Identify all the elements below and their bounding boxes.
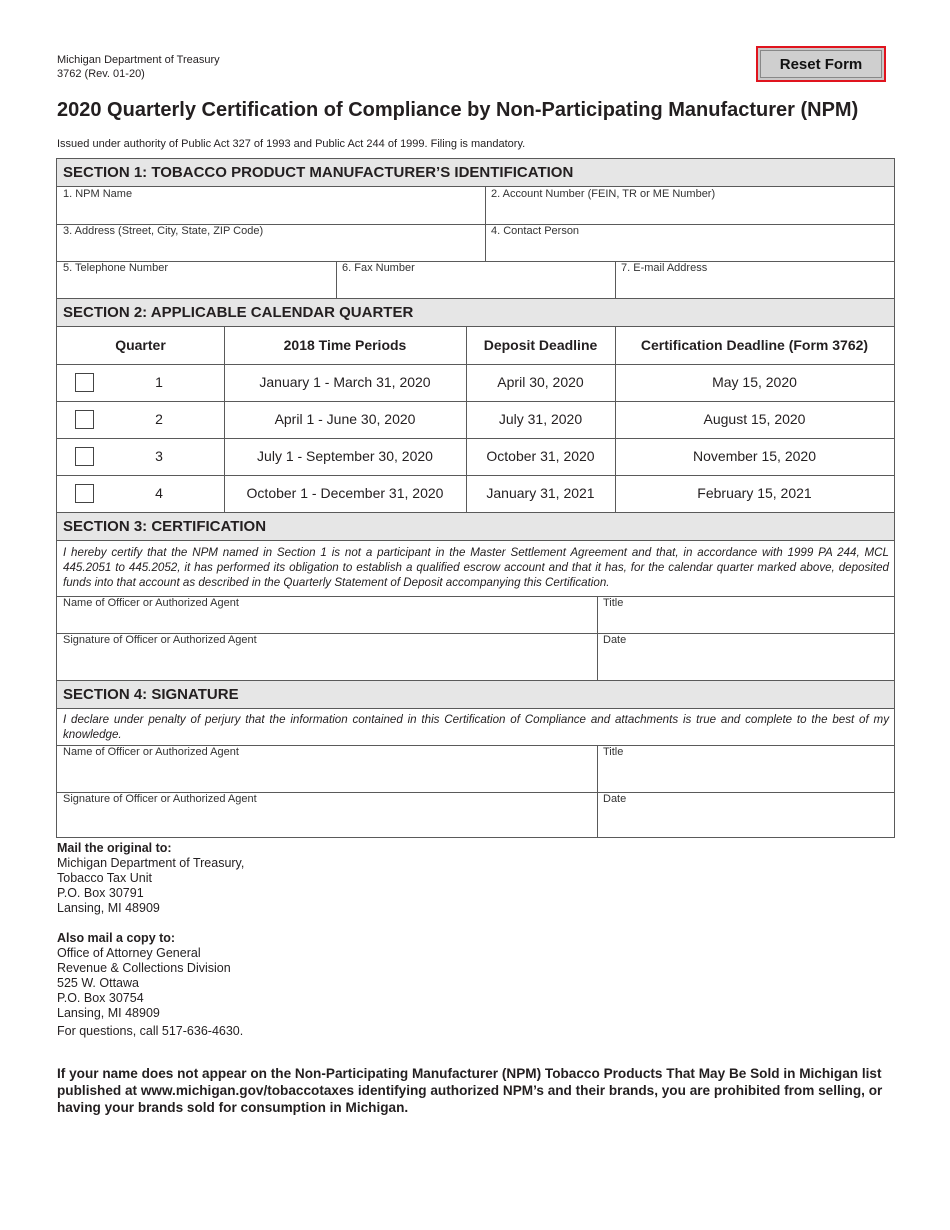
npm-name-label: 1. NPM Name (63, 188, 133, 200)
s3-date-input[interactable] (603, 652, 893, 672)
quarter-2-number: 2 (155, 411, 163, 427)
mail-copy-line: Office of Attorney General (57, 946, 201, 960)
form-body (56, 158, 895, 838)
col-deposit-deadline: Deposit Deadline (483, 337, 598, 353)
quarter-4-number: 4 (155, 485, 163, 501)
quarter-4-deposit: January 31, 2021 (486, 485, 595, 501)
quarter-3-checkbox[interactable] (75, 447, 94, 466)
s3-title-input[interactable] (603, 613, 893, 633)
address-label: 3. Address (Street, City, State, ZIP Code) (63, 225, 264, 237)
account-number-input[interactable] (491, 204, 893, 224)
quarter-3-deposit: October 31, 2020 (486, 448, 595, 464)
mail-copy-heading: Also mail a copy to: (57, 931, 176, 945)
agency-name: Michigan Department of Treasury (57, 54, 220, 66)
npm-name-input[interactable] (63, 204, 482, 224)
s4-title-input[interactable] (603, 764, 893, 784)
s4-date-label: Date (603, 793, 627, 805)
fax-input[interactable] (342, 278, 612, 298)
section1-heading: SECTION 1: TOBACCO PRODUCT MANUFACTURER’S IDENTIFICATION (57, 159, 894, 187)
contact-person-input[interactable] (491, 241, 893, 261)
quarter-3-period: July 1 - September 30, 2020 (257, 448, 433, 464)
quarter-1-cert: May 15, 2020 (712, 374, 797, 390)
fax-label: 6. Fax Number (342, 262, 415, 274)
s4-title-label: Title (603, 746, 624, 758)
quarter-4-checkbox[interactable] (75, 484, 94, 503)
telephone-input[interactable] (63, 278, 333, 298)
section4-declaration-text: I declare under penalty of perjury that the information contained in this Certification of Compliance and attachments is true and complete to the best of my knowledge. (63, 713, 889, 741)
email-label: 7. E-mail Address (621, 262, 708, 274)
col-time-periods: 2018 Time Periods (283, 337, 407, 353)
mail-original-heading: Mail the original to: (57, 841, 172, 855)
quarter-1-deposit: April 30, 2020 (497, 374, 584, 390)
address-input[interactable] (63, 241, 482, 261)
reset-form-button[interactable] (756, 46, 886, 82)
section2-heading: SECTION 2: APPLICABLE CALENDAR QUARTER (57, 299, 894, 327)
s3-date-label: Date (603, 634, 627, 646)
mail-original-line: Lansing, MI 48909 (57, 901, 160, 915)
mail-copy-line: 525 W. Ottawa (57, 976, 139, 990)
form-revision: 3762 (Rev. 01-20) (57, 68, 145, 80)
s3-signature-label: Signature of Officer or Authorized Agent (63, 634, 257, 646)
contact-person-label: 4. Contact Person (491, 225, 580, 237)
quarter-4-period: October 1 - December 31, 2020 (246, 485, 444, 501)
s4-officer-name-input[interactable] (63, 764, 594, 784)
mail-copy-line: Revenue & Collections Division (57, 961, 231, 975)
col-certification-deadline: Certification Deadline (Form 3762) (640, 337, 869, 353)
s3-officer-name-input[interactable] (63, 613, 594, 633)
quarter-2-deposit: July 31, 2020 (498, 411, 583, 427)
col-quarter: Quarter (115, 337, 166, 353)
quarter-4-cert: February 15, 2021 (697, 485, 812, 501)
s4-date-input[interactable] (603, 811, 893, 831)
agency-block (57, 53, 220, 81)
s4-officer-name-label: Name of Officer or Authorized Agent (63, 746, 239, 758)
mail-copy-line: Lansing, MI 48909 (57, 1006, 160, 1020)
section3-heading: SECTION 3: CERTIFICATION (57, 513, 894, 541)
section4-heading: SECTION 4: SIGNATURE (57, 681, 894, 709)
mail-original-line: Tobacco Tax Unit (57, 871, 152, 885)
email-input[interactable] (621, 278, 893, 298)
mail-copy-line: P.O. Box 30754 (57, 991, 144, 1005)
quarter-1-period: January 1 - March 31, 2020 (259, 374, 431, 390)
section3-certification-text: I hereby certify that the NPM named in Section 1 is not a participant in the Master Settlement Agreement and that, in accordance with 1999 PA 244, MCL 445.2051 to 445.2052, it has performed its obligation to establish a qualified escrow account and that it has, for the calendar quarter marked above, deposited funds into that account as described in the Quarterly Statement of Deposit accompanying this Certification. (63, 546, 889, 589)
telephone-label: 5. Telephone Number (63, 262, 168, 274)
s3-title-label: Title (603, 597, 624, 609)
mail-original-line: Michigan Department of Treasury, (57, 856, 245, 870)
quarter-2-cert: August 15, 2020 (703, 411, 806, 427)
reset-form-label: Reset Form (760, 50, 882, 78)
quarter-3-number: 3 (155, 448, 163, 464)
quarter-3-cert: November 15, 2020 (693, 448, 816, 464)
mail-original-line: P.O. Box 30791 (57, 886, 144, 900)
quarter-1-checkbox[interactable] (75, 373, 94, 392)
quarter-1-number: 1 (155, 374, 163, 390)
s4-signature-label: Signature of Officer or Authorized Agent (63, 793, 257, 805)
page-title: 2020 Quarterly Certification of Compliance by Non-Participating Manufacturer (NPM) (57, 99, 859, 121)
quarter-2-period: April 1 - June 30, 2020 (274, 411, 416, 427)
questions-phone: For questions, call 517-636-4630. (57, 1024, 244, 1038)
quarter-2-checkbox[interactable] (75, 410, 94, 429)
mailing-instructions (57, 841, 244, 1039)
account-number-label: 2. Account Number (FEIN, TR or ME Number) (491, 188, 716, 200)
authority-statement: Issued under authority of Public Act 327 of 1993 and Public Act 244 of 1999. Filing is mandatory. (57, 138, 526, 150)
s3-officer-name-label: Name of Officer or Authorized Agent (63, 597, 239, 609)
npm-notice: If your name does not appear on the Non-Participating Manufacturer (NPM) Tobacco Products That May Be Sold in Michigan list published at www.michigan.gov/tobaccotaxes identifying authorized NPM’s and their brands, you are prohibited from selling, or having your brands sold for consumption in Michigan. (57, 1066, 883, 1115)
